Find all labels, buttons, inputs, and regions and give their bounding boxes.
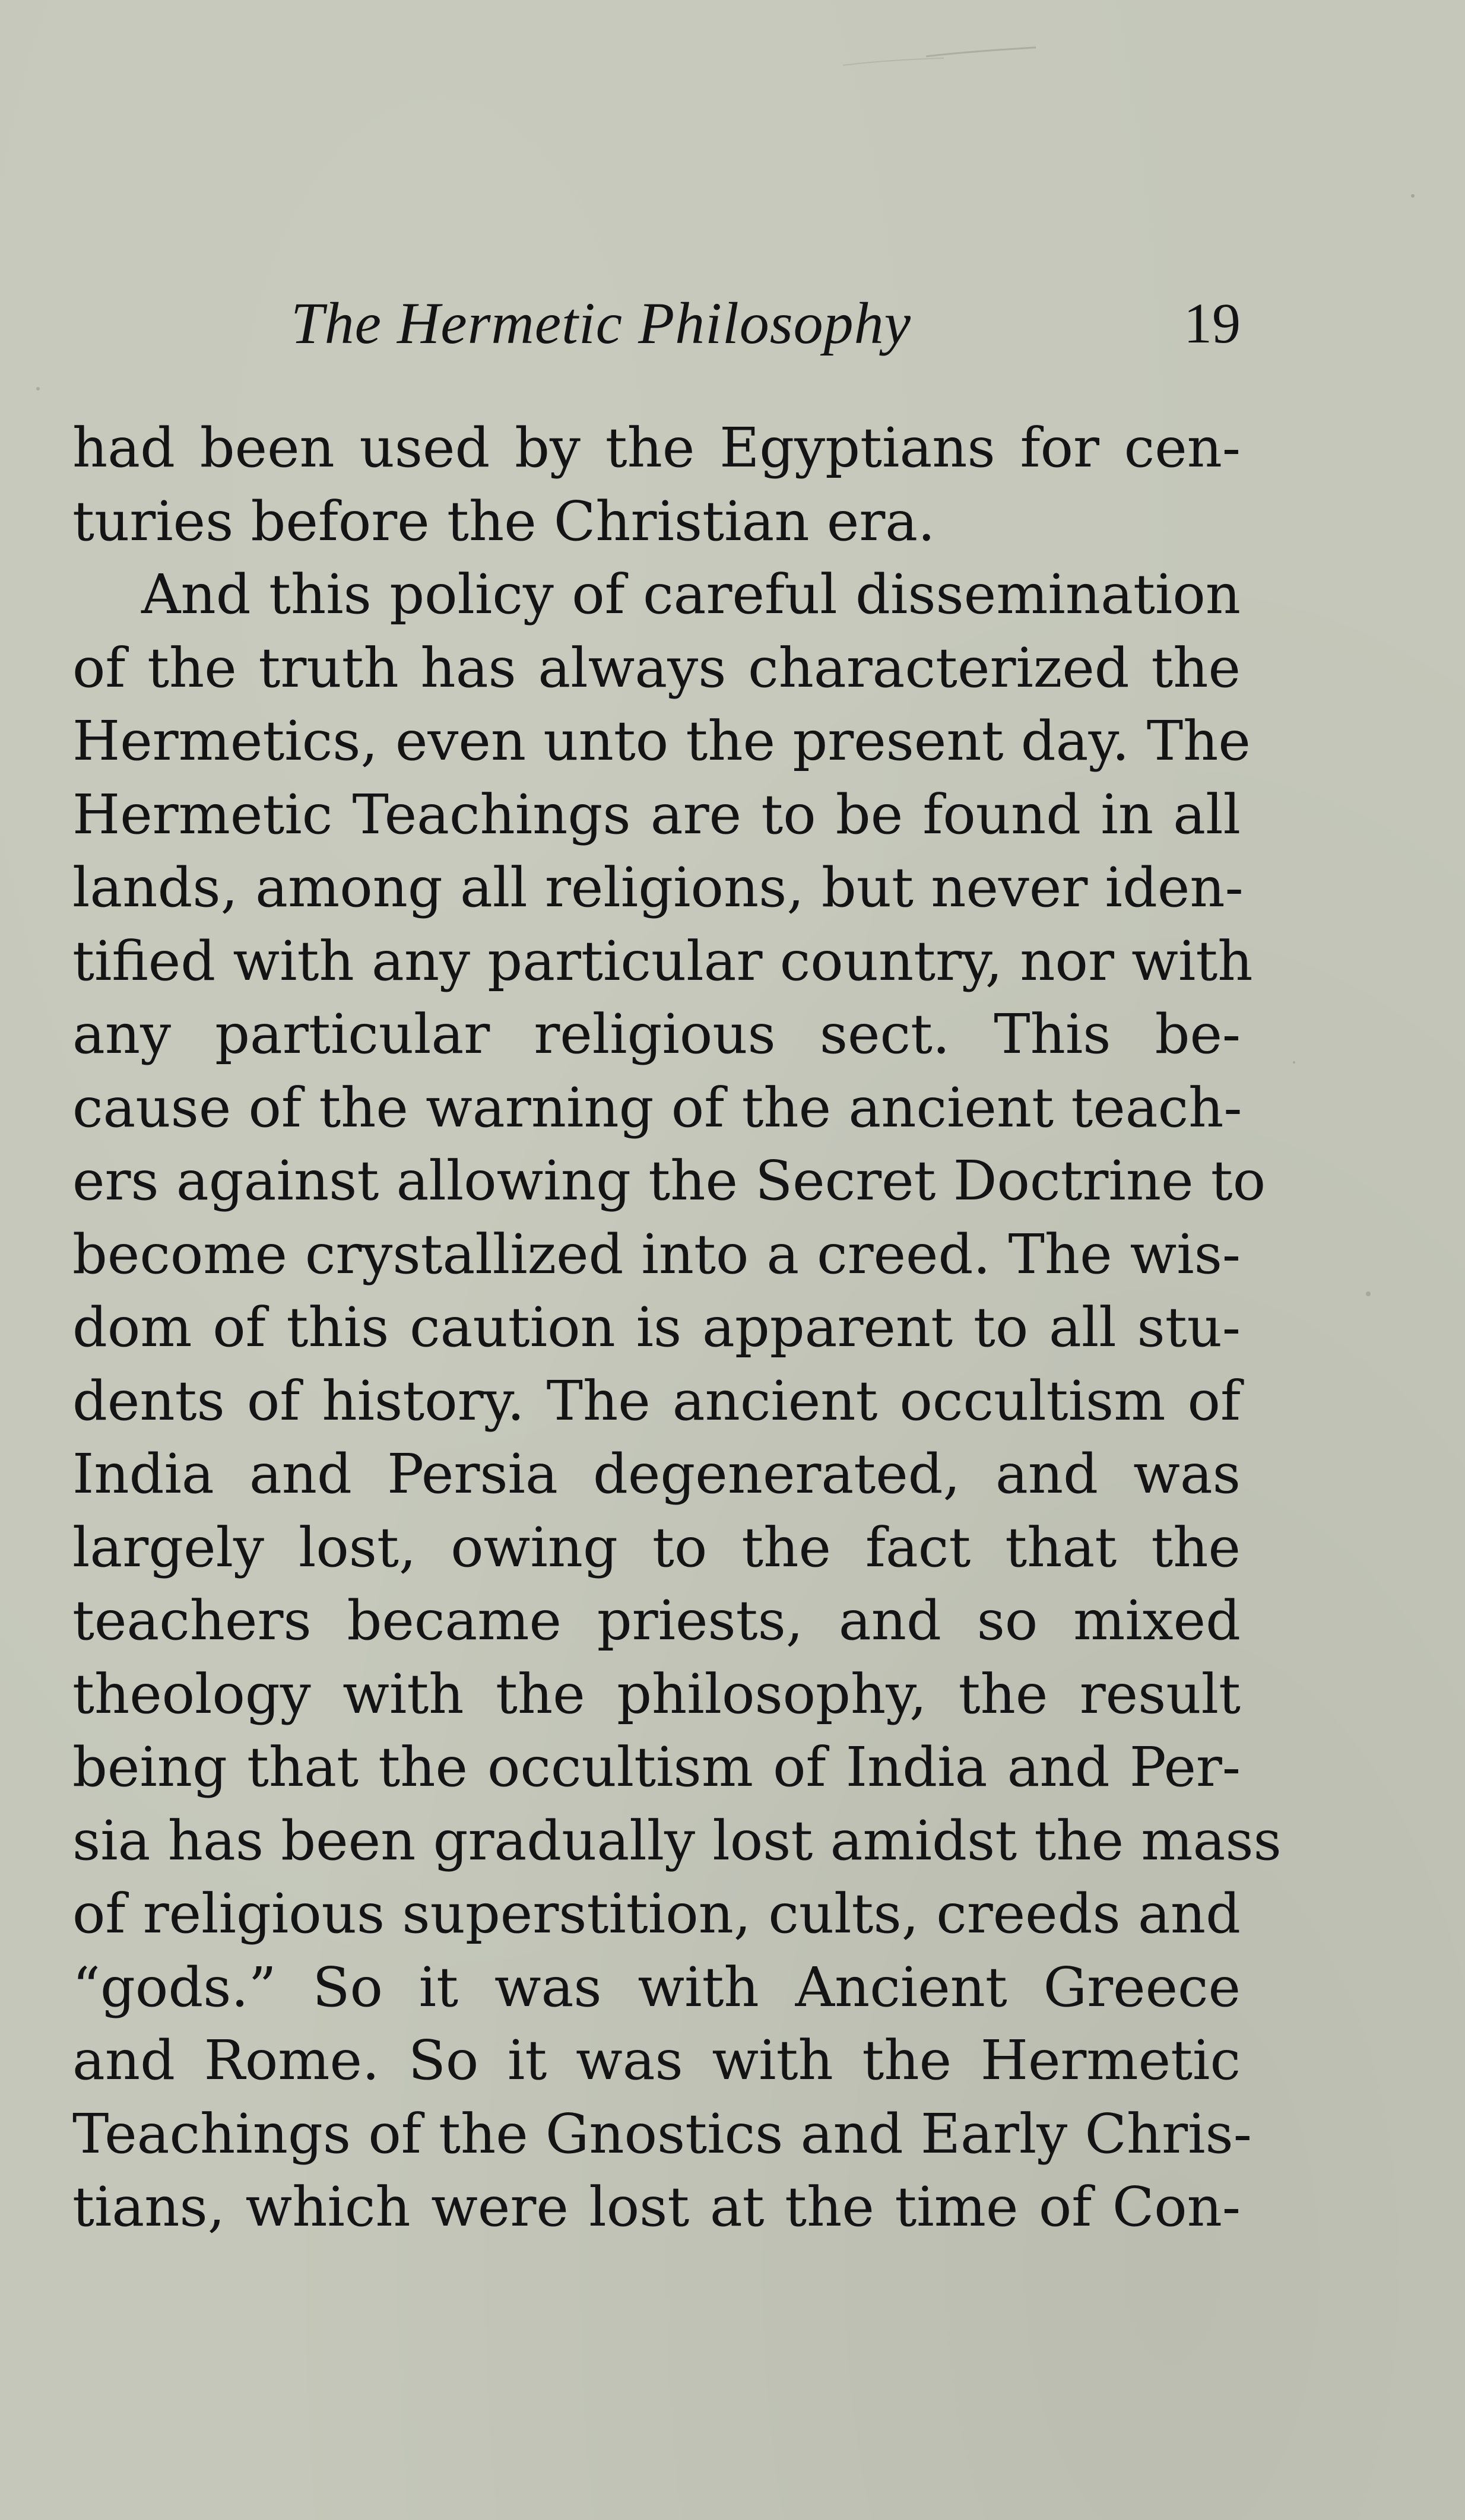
body-text [72,411,1282,2244]
text-line: ers against allowing the Secret Doctrine to [72,1149,1266,1213]
text-line: of religious superstition, cults, creeds and [72,1882,1241,1945]
text-line: become crystallized into a creed. The wis- [72,1222,1241,1286]
text-line: sia has been gradually lost amidst the mass [72,1808,1282,1872]
running-header [291,291,1241,356]
text-line: tians, which were lost at the time of Con- [72,2175,1241,2239]
running-title: The Hermetic Philosophy [291,290,912,356]
text-line: teachers became priests, and so mixed [72,1589,1241,1652]
text-line: dents of history. The ancient occultism of [72,1369,1241,1433]
text-line: dom of this caution is apparent to all stu- [72,1296,1241,1359]
text-line: And this policy of careful dissemination [141,563,1241,626]
text-line: Hermetic Teachings are to be found in all [72,782,1241,846]
text-line: India and Persia degenerated, and was [72,1442,1241,1506]
text-line: cause of the warning of the ancient teach- [72,1075,1242,1140]
text-line: had been used by the Egyptians for cen- [72,416,1241,480]
text-line: “gods.” So it was with Ancient Greece [72,1955,1241,2019]
text-line: turies before the Christian era. [72,489,936,553]
text-line: lands, among all religions, but never iden- [72,856,1244,919]
text-line: tified with any particular country, nor with [72,929,1253,993]
text-line: any particular religious sect. This be- [72,1002,1241,1066]
text-line: theology with the philosophy, the result [72,1662,1241,1726]
text-line: being that the occultism of India and Per- [72,1735,1241,1799]
text-line: largely lost, owing to the fact that the [72,1515,1241,1579]
text-line: and Rome. So it was with the Hermetic [72,2029,1241,2092]
text-line: of the truth has always characterized the [72,636,1241,700]
text-line: Hermetics, even unto the present day. The [72,709,1251,773]
page-number: 19 [1184,291,1241,355]
text-line: Teachings of the Gnostics and Early Chris- [72,2102,1252,2166]
